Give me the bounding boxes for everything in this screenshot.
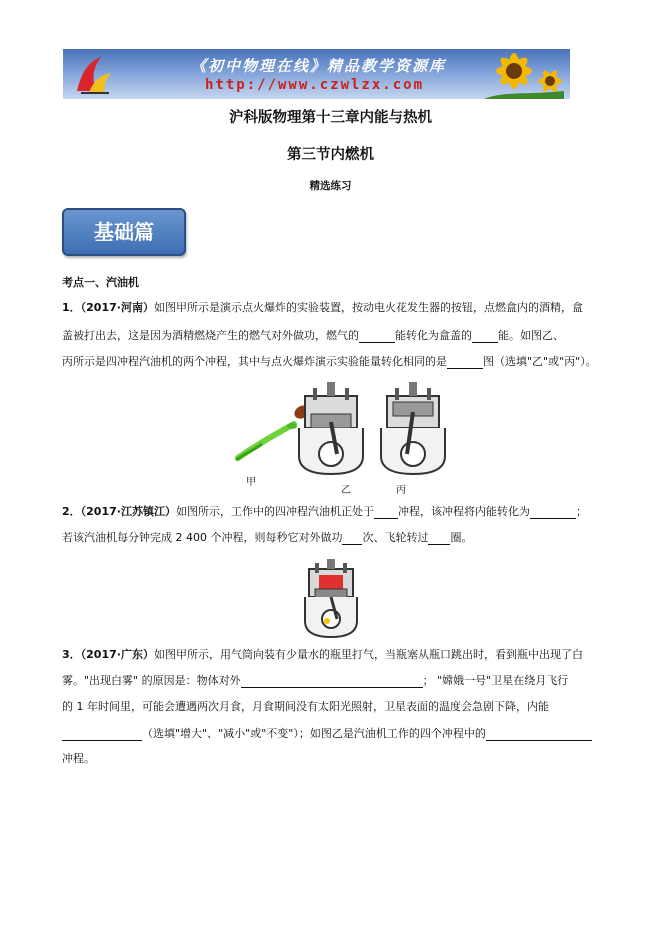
q1-line-2: 盖被打出去，这是因为酒精燃烧产生的燃气对外做功，燃气的 能转化为盒盖的 能。如图乙、 bbox=[62, 329, 564, 342]
q2-line-2: 若该汽油机每分钟完成 2 400 个冲程，则每秒它对外做功 次、飞轮转过 圈。 bbox=[62, 531, 473, 544]
answer-blank[interactable] bbox=[447, 357, 483, 369]
caption-yi: 乙 bbox=[341, 485, 351, 496]
caption-bing: 丙 bbox=[396, 485, 406, 496]
document-title: 沪科版物理第十三章内能与热机 bbox=[229, 110, 432, 126]
banner-title: 《初中物理在线》精品教学资源库 bbox=[191, 57, 447, 75]
sunflower-image bbox=[484, 51, 564, 99]
answer-blank[interactable] bbox=[359, 331, 395, 343]
q3-number: 3． bbox=[62, 648, 81, 661]
q3-line-3: 的 1 年时间里，可能会遭遇两次月食，月食期间没有太阳光照射，卫星表面的温度会急剧下降，内能 bbox=[62, 700, 549, 713]
section-title: 第三节内燃机 bbox=[287, 147, 374, 163]
q3-source: （2017·广东） bbox=[80, 648, 154, 661]
q1-line-3: 丙所示是四冲程汽油机的两个冲程，其中与点火爆炸演示实验能量转化相同的是 图（选填"乙"或"丙"）。 bbox=[62, 355, 597, 368]
answer-blank[interactable] bbox=[428, 533, 450, 545]
figure-bing-engine-stroke bbox=[375, 382, 451, 476]
q3-line-4: （选填"增大"、"减小"或"不变"）；如图乙是汽油机工作的四个冲程中的 bbox=[62, 727, 592, 741]
answer-blank[interactable] bbox=[342, 533, 362, 545]
q3-line-1: 3．（2017·广东）如图甲所示，用气筒向装有少量水的瓶里打气，当瓶塞从瓶口跳出时，看到瓶中出现了白 bbox=[62, 648, 583, 661]
answer-blank[interactable] bbox=[472, 331, 498, 343]
header-banner bbox=[63, 49, 570, 99]
answer-blank[interactable] bbox=[241, 676, 423, 688]
caption-jia: 甲 bbox=[246, 477, 256, 488]
banner-url: http://www.czwlzx.com bbox=[205, 77, 425, 93]
level-badge: 基础篇 bbox=[62, 208, 186, 256]
q1-source: （2017·河南） bbox=[80, 301, 154, 314]
q3-line-5: 冲程。 bbox=[62, 752, 95, 765]
subtitle: 精选练习 bbox=[309, 180, 352, 192]
q2-line-1: 2．（2017·江苏镇江）如图所示，工作中的四冲程汽油机正处于 冲程，该冲程将内能转化为 ； bbox=[62, 505, 587, 518]
answer-blank[interactable] bbox=[486, 729, 592, 741]
answer-blank[interactable] bbox=[374, 507, 398, 519]
topic-heading: 考点一、汽油机 bbox=[62, 276, 139, 289]
figure-yi-engine-stroke bbox=[293, 382, 369, 476]
figure-q2-engine bbox=[301, 559, 361, 639]
q3-line-2: 雾。"出现白雾" 的原因是：物体对外 ； "嫦娥一号"卫星在绕月飞行 bbox=[62, 674, 569, 687]
answer-blank[interactable] bbox=[62, 729, 142, 741]
q2-number: 2． bbox=[62, 505, 81, 518]
logo-icon bbox=[71, 53, 115, 97]
q1-line-1 bbox=[62, 301, 583, 315]
q2-source: （2017·江苏镇江） bbox=[80, 505, 176, 518]
q1-text: 如图甲所示是演示点火爆炸的实验装置，按动电火花发生器的按钮，点燃盒内的酒精，盒 bbox=[153, 301, 583, 314]
q1-number: 1． bbox=[62, 301, 81, 314]
answer-blank[interactable] bbox=[530, 507, 576, 519]
